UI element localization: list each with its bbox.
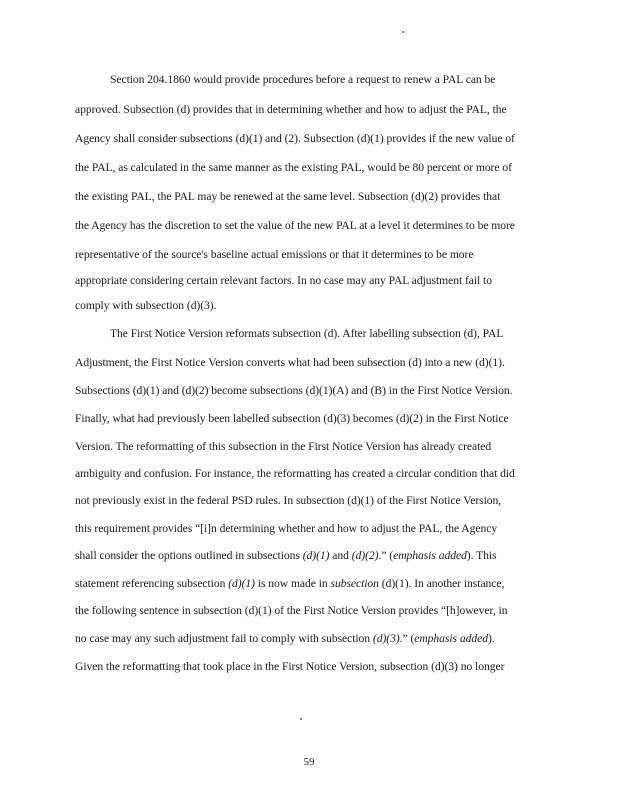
emphasized-text: emphasis added xyxy=(393,549,467,562)
text-line: Section 204.1860 would provide procedures before a request to renew a PAL can be xyxy=(110,73,496,86)
text-run: statement referencing subsection xyxy=(75,577,229,590)
text-line: Subsections (d)(1) and (d)(2) become subsections (d)(1)(A) and (B) in the First Notice Version. xyxy=(75,384,513,397)
text-line: not previously exist in the federal PSD rules. In subsection (d)(1) of the First Notice Version, xyxy=(75,494,502,507)
scan-speck xyxy=(402,31,404,33)
emphasized-text: (d)(1) xyxy=(228,577,255,590)
text-run: ). xyxy=(487,632,495,645)
emphasized-text: (d)(1) xyxy=(302,549,330,562)
text-line: The First Notice Version reformats subsection (d). After labelling subsection (d), PAL xyxy=(110,327,504,340)
text-run: is now made in xyxy=(254,577,331,590)
text-line: the PAL, as calculated in the same manner as the existing PAL, would be 80 percent or more of xyxy=(75,161,512,174)
text-run: .” ( xyxy=(399,632,415,645)
text-run: no case may any such adjustment fail to comply with subsection xyxy=(75,632,373,645)
text-line: appropriate considering certain relevant factors. In no case may any PAL adjustment fail to xyxy=(75,274,492,287)
emphasized-text: subsection xyxy=(330,577,379,590)
text-run: and xyxy=(329,549,352,562)
text-line: this requirement provides “[i]n determining whether and how to adjust the PAL, the Agency xyxy=(75,522,498,535)
text-line: Agency shall consider subsections (d)(1) and (2). Subsection (d)(1) provides if the new value of xyxy=(75,132,515,145)
text-run: ). This xyxy=(466,549,497,562)
text-line: Adjustment, the First Notice Version converts what had been subsection (d) into a new (d)(1). xyxy=(75,356,505,369)
emphasized-text: (d)(3) xyxy=(372,632,400,645)
text-line: Given the reformatting that took place in the First Notice Version, subsection (d)(3) no longer xyxy=(75,660,505,673)
scan-speck xyxy=(300,718,302,720)
text-run: .” ( xyxy=(378,549,394,562)
text-line: ambiguity and confusion. For instance, the reformatting has created a circular condition that did xyxy=(75,467,515,480)
text-run: (d)(1). In another instance, xyxy=(378,577,505,590)
text-line xyxy=(75,550,497,562)
text-line: the existing PAL, the PAL may be renewed at the same level. Subsection (d)(2) provides that xyxy=(75,190,501,203)
text-line: the following sentence in subsection (d)(1) of the First Notice Version provides “[h]owever, in xyxy=(75,604,508,617)
text-run: shall consider the options outlined in subsections xyxy=(75,549,303,562)
text-line: approved. Subsection (d) provides that in determining whether and how to adjust the PAL, the xyxy=(75,103,507,116)
text-line: the Agency has the discretion to set the value of the new PAL at a level it determines to be more xyxy=(75,219,515,232)
text-line: Version. The reformatting of this subsection in the First Notice Version has already created xyxy=(75,440,492,453)
text-line: Finally, what had previously been labelled subsection (d)(3) becomes (d)(2) in the First Notice xyxy=(75,412,509,425)
text-line xyxy=(75,578,504,590)
page-number: 59 xyxy=(303,756,315,768)
emphasized-text: emphasis added xyxy=(414,632,488,645)
text-line xyxy=(75,633,495,645)
text-line: representative of the source's baseline actual emissions or that it determines to be more xyxy=(75,248,474,261)
text-line: comply with subsection (d)(3). xyxy=(75,299,217,312)
emphasized-text: (d)(2) xyxy=(351,549,379,562)
